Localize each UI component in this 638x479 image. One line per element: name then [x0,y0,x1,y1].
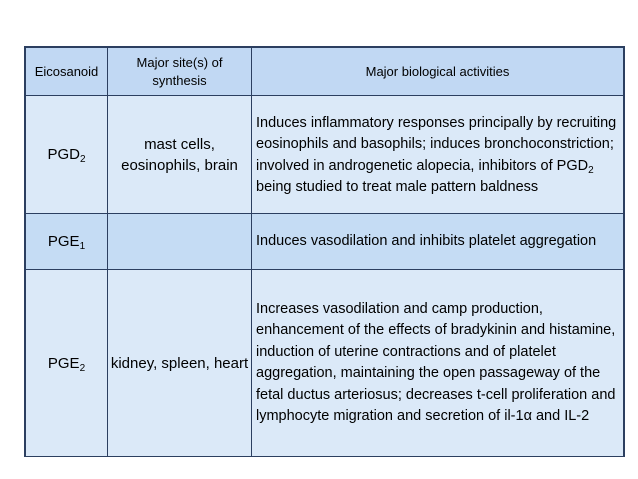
site-cell [108,214,252,270]
eicosanoid-cell [26,270,108,457]
site-cell: kidney, spleen, heart [108,270,252,457]
activities-text: Induces inflammatory responses principally by recruiting eosinophils and basophils; induces bronchoconstriction; involved in androgenetic alopecia, inhibitors of PGD [256,114,617,174]
header-activities: Major biological activities [252,48,624,96]
site-cell: mast cells, eosinophils, brain [108,96,252,214]
eicosanoid-cell [26,214,108,270]
header-site: Major site(s) of synthesis [108,48,252,96]
eicosanoid-table-container [24,46,625,457]
table-row [26,270,624,457]
eicosanoid-name: PGD [47,146,80,163]
table-header-row [26,48,624,96]
activities-cell: Induces vasodilation and inhibits platelet aggregation [252,214,624,270]
activities-text-end: being studied to treat male pattern baldness [256,179,539,195]
header-eicosanoid: Eicosanoid [26,48,108,96]
eicosanoid-table [25,47,624,457]
eicosanoid-cell [26,96,108,214]
eicosanoid-name: PGE [47,354,80,372]
eicosanoid-name: PGE [47,233,80,250]
activities-subscript: 2 [588,164,594,176]
table-row [26,96,624,214]
table-row [26,214,624,270]
eicosanoid-subscript: 2 [79,154,86,165]
eicosanoid-subscript: 2 [79,362,86,374]
activities-cell: Increases vasodilation and camp production, enhancement of the effects of bradykinin and histamine, induction of uterine contractions and of platelet aggregation, maintaining the open passageway of the fetal ductus arteriosus; decreases t-cell proliferation and lymphocyte migration and secretion of il-1α and IL-2 [252,270,624,457]
activities-cell [252,96,624,214]
eicosanoid-subscript: 1 [79,241,86,252]
